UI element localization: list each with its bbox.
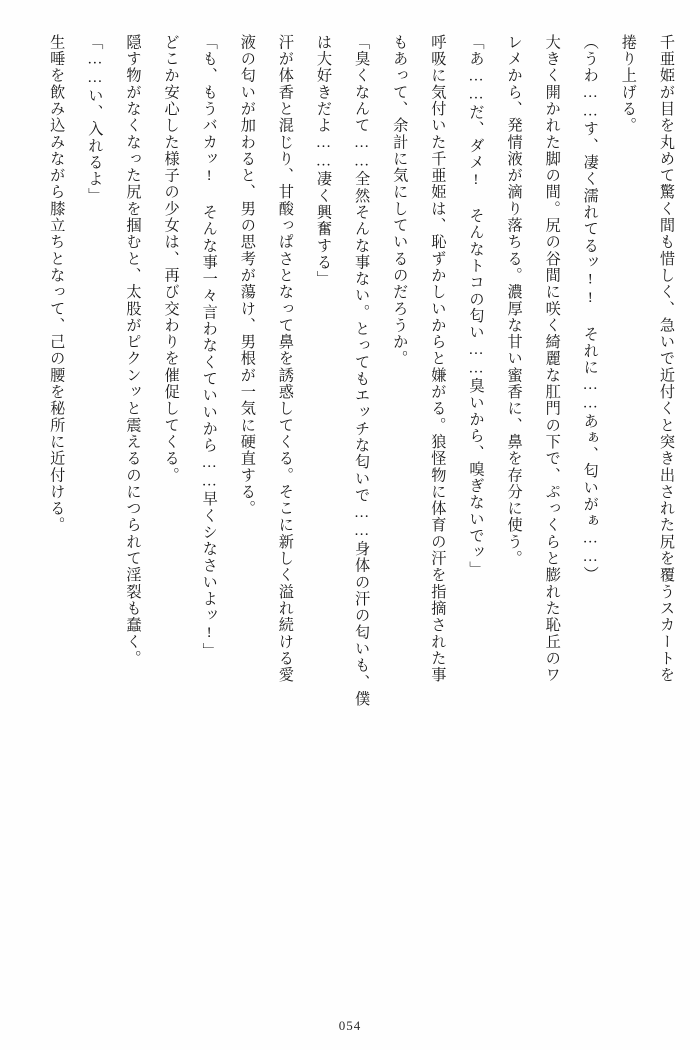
- text-line: 生唾を飲み込みながら膝立ちとなって、己の腰を秘所に近付ける。: [48, 34, 66, 534]
- page-number: 054: [338, 1018, 362, 1033]
- text-line: 千亜姫が目を丸めて驚く間も惜しく、急いで近付くと突き出された尻を覆うスカートを: [658, 34, 675, 684]
- text-line: 隠す物がなくなった尻を掴むと、太股がピクンッと震えるのにつられて淫裂も蠢く。: [124, 34, 142, 667]
- text-line: 大きく開かれた脚の間。尻の谷間に咲く綺麗な肛門の下で、ぷっくらと膨れた恥丘のワ: [543, 34, 561, 684]
- text-line: 呼吸に気付いた千亜姫は、恥ずかしいからと嫌がる。狼怪物に体育の汗を指摘された事: [429, 34, 447, 684]
- text-line: （うわ……す、凄く濡れてるッ!! それに……あぁ、匂いがぁ……）: [581, 34, 599, 583]
- text-line: 捲り上げる。: [619, 34, 637, 134]
- text-line: 汗が体香と混じり、甘酸っぱさとなって鼻を誘惑してくる。そこに新しく溢れ続ける愛: [276, 34, 294, 684]
- text-line: 「臭くなんて……全然そんな事ない。とってもエッチな匂いで……身体の汗の匂いも、僕: [353, 34, 371, 708]
- text-line: 「あ……だ、ダメ! そんなトコの匂い……臭いから、嗅ぎないでッ」: [467, 34, 485, 578]
- text-line: 「も、もうバカッ! そんな事一々言わなくていいから……早くシなさいよッ!」: [200, 34, 218, 660]
- text-line: 液の匂いが加わると、男の思考が蕩け、男根が一気に硬直する。: [238, 34, 256, 517]
- text-line: どこか安心した様子の少女は、再び交わりを催促してくる。: [162, 34, 180, 484]
- text-line: は大好きだよ……凄く興奮する」: [315, 34, 333, 288]
- text-line: レメから、発情液が滴り落ちる。濃厚な甘い蜜香に、鼻を存分に使う。: [505, 34, 523, 567]
- text-line: もあって、余計に気にしているのだろうか。: [391, 34, 409, 367]
- text-line: 「……い、入れるよ」: [86, 34, 104, 205]
- vertical-text-body: [26, 34, 674, 992]
